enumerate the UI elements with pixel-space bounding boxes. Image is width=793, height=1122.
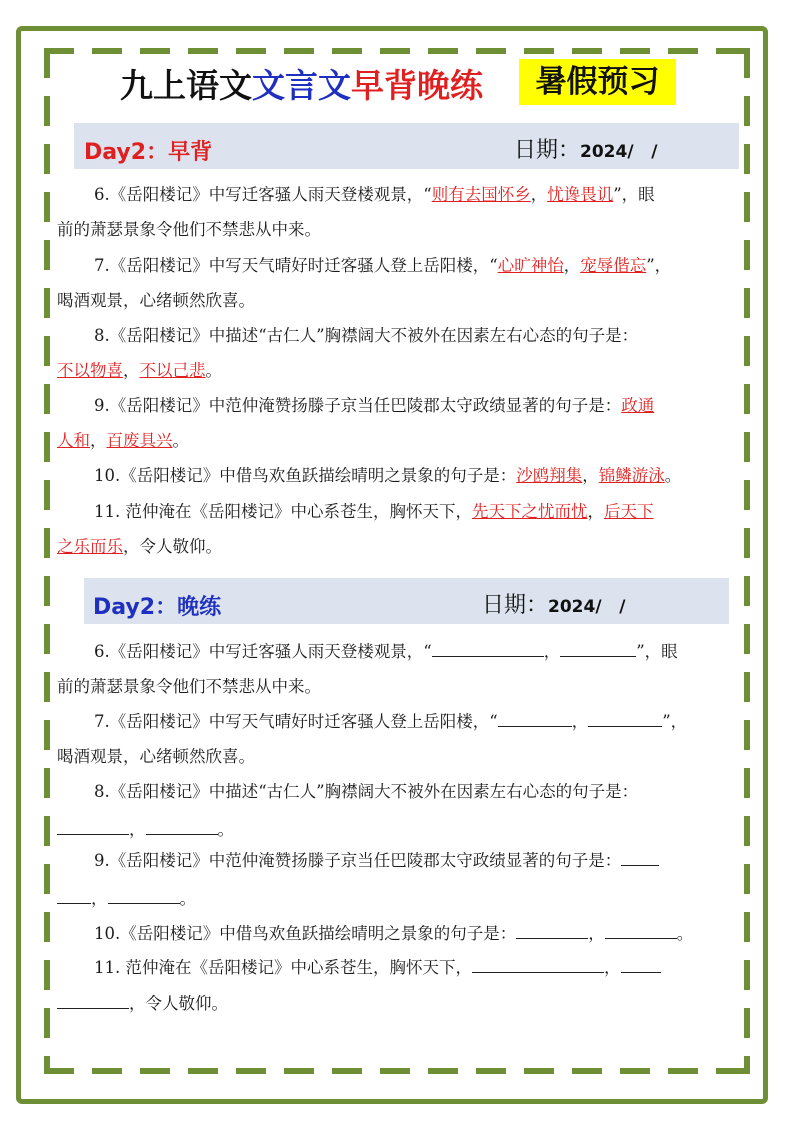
morning-q9-line1: [57, 396, 776, 416]
morning-date: [514, 133, 658, 164]
evening-q10-line: [57, 924, 776, 944]
morning-q7-line2: 喝酒观景，心绪顿然欣喜。: [57, 291, 255, 310]
separator: ，: [543, 642, 561, 661]
separator: ，: [604, 958, 621, 977]
separator: ，: [582, 466, 599, 485]
morning-q8-line1: 8.《岳阳楼记》中描述“古仁人”胸襟阔大不被外在因素左右心态的句子是：: [94, 326, 639, 345]
question-text: ，令人敬仰。: [123, 537, 222, 556]
answer-blank[interactable]: [57, 820, 129, 835]
answer-blank[interactable]: [432, 642, 544, 657]
separator: ，: [571, 712, 589, 731]
question-text: 10.《岳阳楼记》中借鸟欢鱼跃描绘晴明之景象的句子是：: [94, 466, 517, 485]
answer-blank[interactable]: [621, 851, 659, 866]
answer-text: 百废具兴: [106, 431, 173, 450]
answer-text: 之乐而乐: [57, 537, 123, 556]
question-text: 11. 范仲淹在《岳阳楼记》中心系苍生，胸怀天下，: [94, 502, 472, 521]
evening-date: [482, 588, 626, 619]
answer-blank[interactable]: [57, 889, 91, 904]
question-text: ”，眼: [636, 642, 678, 661]
evening-section-bar: [84, 578, 729, 624]
question-text: 10.《岳阳楼记》中借鸟欢鱼跃描绘晴明之景象的句子是：: [94, 924, 517, 943]
answer-text: 心旷神怡: [497, 256, 564, 275]
evening-q9-line2: [57, 889, 739, 909]
question-text: 。: [205, 361, 222, 380]
evening-date-label: 日期：: [482, 593, 549, 618]
title-part-grade: 九上语文: [120, 66, 252, 105]
evening-q8-line1: 8.《岳阳楼记》中描述“古仁人”胸襟阔大不被外在因素左右心态的句子是：: [94, 782, 639, 801]
answer-text: 不以物喜: [57, 361, 123, 380]
answer-text: 先天下之忧而忧: [472, 502, 588, 521]
separator: ，: [90, 431, 107, 450]
evening-q7-line2: 喝酒观景，心绪顿然欣喜。: [57, 747, 255, 766]
answer-text: 沙鸥翔集: [516, 466, 583, 485]
morning-section-bar: [74, 123, 739, 169]
answer-blank[interactable]: [146, 820, 218, 835]
answer-blank[interactable]: [621, 958, 661, 973]
evening-q7-line1: [57, 712, 776, 732]
title-part-practice: 早背晚练: [351, 66, 483, 105]
question-text: 11. 范仲淹在《岳阳楼记》中心系苍生，胸怀天下，: [94, 958, 472, 977]
morning-q10-line: [57, 466, 776, 486]
answer-blank[interactable]: [588, 712, 662, 727]
separator: ，: [129, 820, 146, 839]
morning-date-label: 日期：: [514, 138, 581, 163]
evening-q9-line1: [57, 851, 776, 871]
answer-text: 后天下: [604, 502, 654, 521]
answer-blank[interactable]: [498, 712, 572, 727]
question-text: 。: [179, 889, 196, 908]
separator: ，: [530, 185, 548, 204]
title-part-subject: 文言文: [252, 66, 351, 105]
question-text: ，令人敬仰。: [129, 994, 228, 1013]
question-text: 。: [217, 820, 234, 839]
morning-q9-line2: [57, 431, 739, 451]
dashed-border-bottom: [44, 1068, 750, 1074]
question-text: 。: [172, 431, 189, 450]
answer-text: 则有去国怀乡: [431, 185, 531, 204]
question-text: 7.《岳阳楼记》中写天气晴好时迁客骚人登上岳阳楼，“: [94, 256, 498, 275]
answer-blank[interactable]: [57, 994, 129, 1009]
evening-date-value: 2024/ /: [548, 597, 626, 617]
question-text: 6.《岳阳楼记》中写迁客骚人雨天登楼观景，“: [94, 642, 432, 661]
morning-q11-line2: [57, 537, 739, 557]
answer-text: 锦鳞游泳: [598, 466, 665, 485]
dashed-border-left: [44, 48, 50, 1074]
morning-q7-line1: [57, 256, 776, 276]
answer-blank[interactable]: [605, 924, 677, 939]
evening-q6-line2: 前的萧瑟景象令他们不禁悲从中来。: [57, 677, 321, 696]
separator: ，: [588, 924, 605, 943]
answer-text: 人和: [57, 431, 90, 450]
answer-blank[interactable]: [560, 642, 636, 657]
separator: ，: [91, 889, 108, 908]
summer-preview-badge: 暑假预习: [519, 59, 676, 105]
answer-text: 不以己悲: [139, 361, 206, 380]
morning-section-label: Day2：早背: [84, 140, 213, 165]
question-text: 6.《岳阳楼记》中写迁客骚人雨天登楼观景，“: [94, 185, 432, 204]
evening-section-label: Day2：晚练: [93, 595, 222, 620]
dashed-border-top: [44, 48, 750, 54]
question-text: ”，: [662, 712, 688, 731]
morning-date-value: 2024/ /: [580, 142, 658, 162]
evening-q8-line2: [57, 820, 739, 840]
question-text: ”，: [646, 256, 672, 275]
evening-q6-line1: [57, 642, 776, 662]
morning-q11-line1: [57, 502, 776, 522]
answer-text: 政通: [621, 396, 655, 415]
answer-blank[interactable]: [516, 924, 588, 939]
morning-q6-line2: 前的萧瑟景象令他们不禁悲从中来。: [57, 220, 321, 239]
morning-q8-line2: [57, 361, 739, 381]
answer-text: 宠辱偕忘: [580, 256, 647, 275]
evening-q11-line2: [57, 994, 739, 1014]
separator: ，: [123, 361, 140, 380]
question-text: ”，眼: [613, 185, 655, 204]
morning-q6-line1: [57, 185, 776, 205]
separator: ，: [587, 502, 604, 521]
answer-text: 忧谗畏讥: [547, 185, 614, 204]
answer-blank[interactable]: [108, 889, 180, 904]
answer-blank[interactable]: [472, 958, 604, 973]
question-text: 7.《岳阳楼记》中写天气晴好时迁客骚人登上岳阳楼，“: [94, 712, 498, 731]
page-title: [120, 60, 483, 107]
question-text: 9.《岳阳楼记》中范仲淹赞扬滕子京当任巴陵郡太守政绩显著的句子是：: [94, 851, 622, 870]
evening-q11-line1: [57, 958, 776, 978]
question-text: 9.《岳阳楼记》中范仲淹赞扬滕子京当任巴陵郡太守政绩显著的句子是：: [94, 396, 622, 415]
separator: ，: [563, 256, 581, 275]
question-text: 。: [664, 466, 682, 485]
question-text: 。: [676, 924, 694, 943]
